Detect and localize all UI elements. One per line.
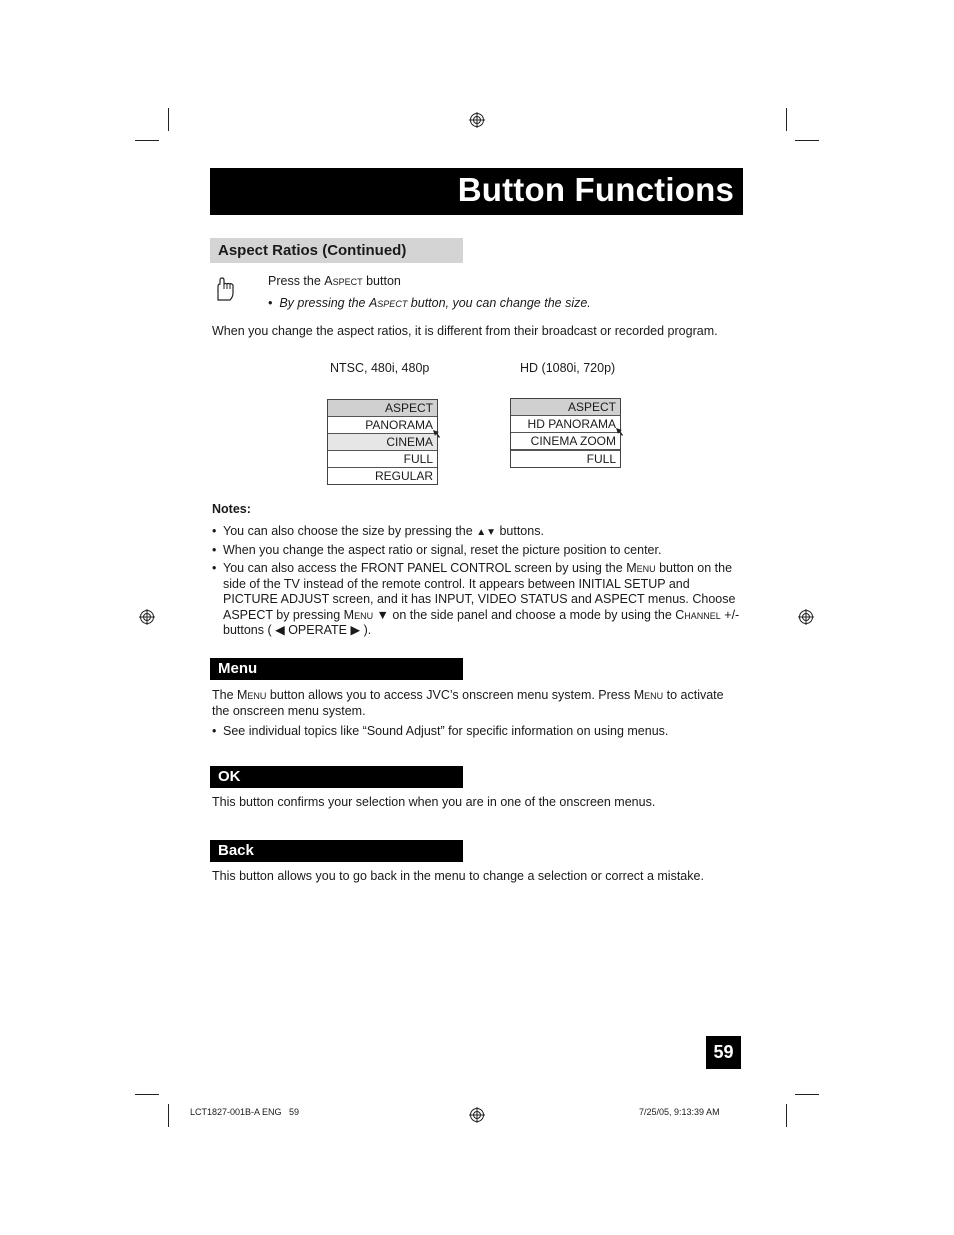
ntsc-aspect-menu: [327, 399, 438, 485]
registration-mark-icon: [469, 1107, 485, 1123]
menu-button-name: Menu: [626, 561, 656, 575]
notes-heading: Notes:: [212, 502, 251, 516]
ok-description: This button confirms your selection when you are in one of the onscreen menus.: [212, 795, 656, 809]
crop-mark: [135, 1094, 159, 1095]
menu-option[interactable]: HD PANORAMA: [511, 416, 620, 433]
page-title-bar: [210, 168, 743, 215]
menu-option[interactable]: FULL: [511, 450, 620, 467]
channel-button-name: Channel: [675, 607, 721, 622]
crop-mark: [786, 108, 787, 131]
note-text: +/- buttons ( ◀ OPERATE ▶ ).: [223, 607, 740, 637]
hand-press-icon: [212, 276, 238, 302]
crop-mark: [795, 1094, 819, 1095]
note-text: You can also choose the size by pressing the: [223, 524, 477, 538]
crop-mark: [168, 108, 169, 131]
bullet: •: [268, 296, 280, 310]
menu-option[interactable]: CINEMA ZOOM: [511, 433, 620, 450]
menu-option[interactable]: FULL: [328, 451, 437, 468]
crop-mark: [135, 140, 159, 141]
aspect-intro: When you change the aspect ratios, it is different from their broadcast or recorded program.: [212, 324, 718, 338]
sub-prefix: By pressing the: [279, 296, 369, 310]
menu-description: [212, 688, 742, 719]
press-suffix: button: [362, 274, 401, 288]
registration-mark-icon: [469, 112, 485, 128]
menu-text: The: [212, 688, 238, 702]
press-sub-instruction: [268, 296, 591, 312]
note-item: [223, 561, 743, 639]
cursor-arrow-icon: [432, 429, 442, 439]
up-down-arrows-icon: ▲▼: [476, 527, 496, 538]
crop-mark: [786, 1104, 787, 1127]
note-text: button on the side of the TV instead of the remote control. It appears between INITIAL SETUP and PICTURE ADJUST screen, and it has INPUT, VIDEO STATUS and ASPECT menus. Choose ASPECT by pressing: [223, 561, 736, 622]
note-text: buttons.: [495, 524, 544, 538]
aspect-button-name: Aspect: [368, 296, 408, 310]
section-heading-menu: Menu: [210, 658, 463, 680]
footer-timestamp: 7/25/05, 9:13:39 AM: [639, 1107, 720, 1117]
registration-mark-icon: [139, 609, 155, 625]
sub-suffix: button, you can change the size.: [407, 296, 591, 310]
section-heading-back: Back: [210, 840, 463, 862]
footer-doc-id: LCT1827-001B-A ENG 59: [190, 1107, 300, 1117]
crop-mark: [168, 1104, 169, 1127]
page-number: 59: [706, 1036, 741, 1069]
menu-text: to activate the onscreen menu system.: [212, 688, 724, 718]
menu-text: button allows you to access JVC’s onscreen menu system. Press: [266, 688, 634, 702]
note-text: ▼ on the side panel and choose a mode by using the: [373, 607, 676, 622]
page-title: Button Functions: [457, 171, 734, 208]
menu-option[interactable]: REGULAR: [374, 469, 433, 483]
menu-button-name: Menu: [633, 688, 664, 702]
hd-aspect-menu: [510, 398, 621, 468]
menu-row-header: ASPECT: [511, 399, 620, 416]
menu-button-name: Menu: [343, 607, 374, 622]
cursor-arrow-icon: [615, 427, 625, 437]
note-text: You can also access the FRONT PANEL CONTROL screen by using the: [223, 561, 627, 575]
section-heading-aspect: Aspect Ratios (Continued): [210, 238, 463, 263]
press-prefix: Press the: [268, 274, 325, 288]
press-instruction: [268, 274, 401, 290]
crop-mark: [795, 140, 819, 141]
menu-option[interactable]: PANORAMA: [328, 417, 437, 434]
section-heading-ok: OK: [210, 766, 463, 788]
menu-row-header: ASPECT: [328, 400, 437, 417]
menu-bullet: • See individual topics like “Sound Adjust” for specific information on using menus.: [223, 724, 743, 740]
back-description: This button allows you to go back in the menu to change a selection or correct a mistake.: [212, 869, 704, 883]
registration-mark-icon: [798, 609, 814, 625]
menu-option-selected[interactable]: CINEMA: [328, 434, 437, 451]
note-item: • When you change the aspect ratio or signal, reset the picture position to center.: [223, 543, 743, 559]
menu-button-name: Menu: [237, 688, 267, 702]
ntsc-label: NTSC, 480i, 480p: [330, 361, 430, 375]
aspect-button-name: Aspect: [324, 274, 363, 288]
note-item: [223, 524, 743, 541]
hd-label: HD (1080i, 720p): [520, 361, 616, 375]
